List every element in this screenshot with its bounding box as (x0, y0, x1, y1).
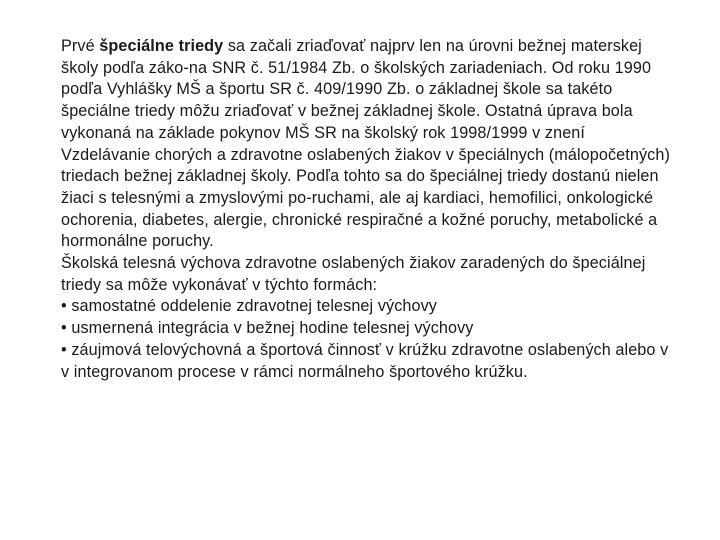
paragraph-intro (61, 36, 671, 253)
special-classes-emphasis: špeciálne triedy (99, 37, 224, 55)
bullet-item-guided-integration: • usmernená integrácia v bežnej hodine telesnej výchovy (61, 319, 474, 338)
paragraph-intro-lead: Prvé (61, 37, 100, 55)
paragraph-forms: Školská telesná výchova zdravotne oslabených žiakov zaradených do špeciálnej triedy sa môže vykonávať v týchto formách: (61, 254, 646, 294)
body-text (61, 36, 671, 383)
bullet-item-separate-department: • samostatné oddelenie zdravotnej telesnej výchovy (61, 297, 437, 316)
bullet-item-interest-activity: • záujmová telovýchovná a športová činnosť v krúžku zdravotne oslabených alebo v v integrovanom procese v rámci normálneho športového krúžku. (61, 340, 669, 381)
paragraph-intro-rest: sa začali zriaďovať najprv len na úrovni bežnej materskej školy podľa záko-na SNR č. 51/1984 Zb. o školských zariadeniach. Od roku 1990 podľa Vyhlášky MŠ a športu SR č. 409/1990 Zb. o základnej škole sa takéto špeciálne triedy môžu zriaďovať v bežnej základnej škole. Ostatná úprava bola vykonaná na základe pokynov MŠ SR na školský rok 1998/1999 v znení Vzdelávanie chorých a zdravotne oslabených žiakov v špeciálnych (málopočetných) triedach bežnej základnej školy. Podľa tohto sa do špeciálnej triedy dostanú nielen žiaci s telesnými a zmyslovými po-ruchami, ale aj kardiaci, hemofilici, onkologické ochorenia, diabetes, alergie, chronické respiračné a kožné poruchy, metabolické a hormonálne poruchy. (61, 37, 670, 251)
